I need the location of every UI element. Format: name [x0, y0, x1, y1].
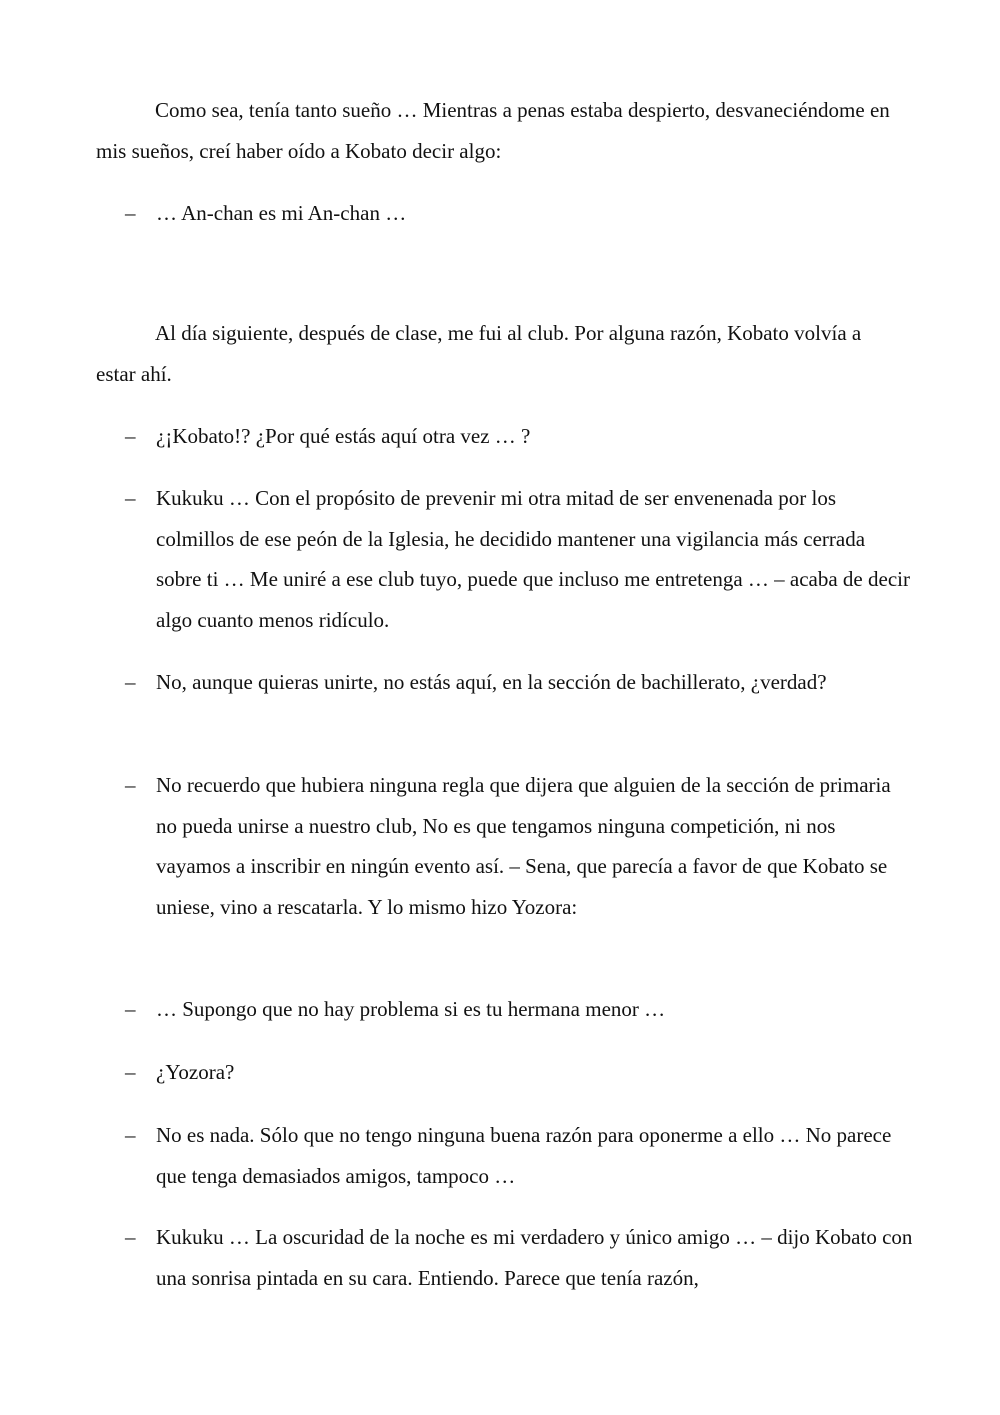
dialogue-dash: –: [125, 997, 136, 1021]
dialogue-dash: –: [125, 1060, 136, 1084]
dialogue-line: [125, 989, 915, 1030]
dialogue-line: [125, 478, 915, 640]
dialogue-text: … An-chan es mi An-chan …: [156, 201, 407, 225]
narrative-paragraph: Al día siguiente, después de clase, me fui al club. Por alguna razón, Kobato volvía a estar ahí.: [96, 321, 862, 386]
dialogue-text: ¿¡Kobato!? ¿Por qué estás aquí otra vez … ?: [156, 424, 531, 448]
dialogue-dash: –: [125, 201, 136, 225]
dialogue-dash: –: [125, 773, 136, 797]
dialogue-dash: –: [125, 670, 136, 694]
dialogue-dash: –: [125, 1123, 136, 1147]
dialogue-text: No es nada. Sólo que no tengo ninguna buena razón para oponerme a ello … No parece que tenga demasiados amigos, tampoco …: [156, 1123, 892, 1188]
dialogue-line: [125, 1052, 915, 1093]
dialogue-text: Kukuku … Con el propósito de prevenir mi otra mitad de ser envenenada por los colmillos de ese peón de la Iglesia, he decidido mantener una vigilancia más cerrada sobre ti … Me uniré a ese club tuyo, puede que incluso me entretenga … – acaba de decir algo cuanto menos ridículo.: [156, 486, 910, 632]
dialogue-line: [125, 1217, 915, 1298]
dialogue-dash: –: [125, 424, 136, 448]
dialogue-line: [125, 1115, 915, 1196]
dialogue-line: [125, 662, 915, 703]
dialogue-text: Kukuku … La oscuridad de la noche es mi verdadero y único amigo … – dijo Kobato con una sonrisa pintada en su cara. Entiendo. Parece que tenía razón,: [156, 1225, 913, 1290]
dialogue-line: [125, 765, 915, 927]
dialogue-text: … Supongo que no hay problema si es tu hermana menor …: [156, 997, 666, 1021]
dialogue-dash: –: [125, 486, 136, 510]
dialogue-line: [125, 193, 915, 234]
narrative-paragraph: Como sea, tenía tanto sueño … Mientras a penas estaba despierto, desvaneciéndome en mis sueños, creí haber oído a Kobato decir algo:: [96, 98, 890, 163]
dialogue-dash: –: [125, 1225, 136, 1249]
dialogue-line: [125, 416, 915, 457]
dialogue-text: No recuerdo que hubiera ninguna regla que dijera que alguien de la sección de primaria no pueda unirse a nuestro club, No es que tengamos ninguna competición, ni nos vayamos a inscribir en ningún evento así. – Sena, que parecía a favor de que Kobato se uniese, vino a rescatarla. Y lo mismo hizo Yozora:: [156, 773, 891, 919]
dialogue-text: ¿Yozora?: [156, 1060, 235, 1084]
dialogue-text: No, aunque quieras unirte, no estás aquí, en la sección de bachillerato, ¿verdad?: [156, 670, 827, 694]
